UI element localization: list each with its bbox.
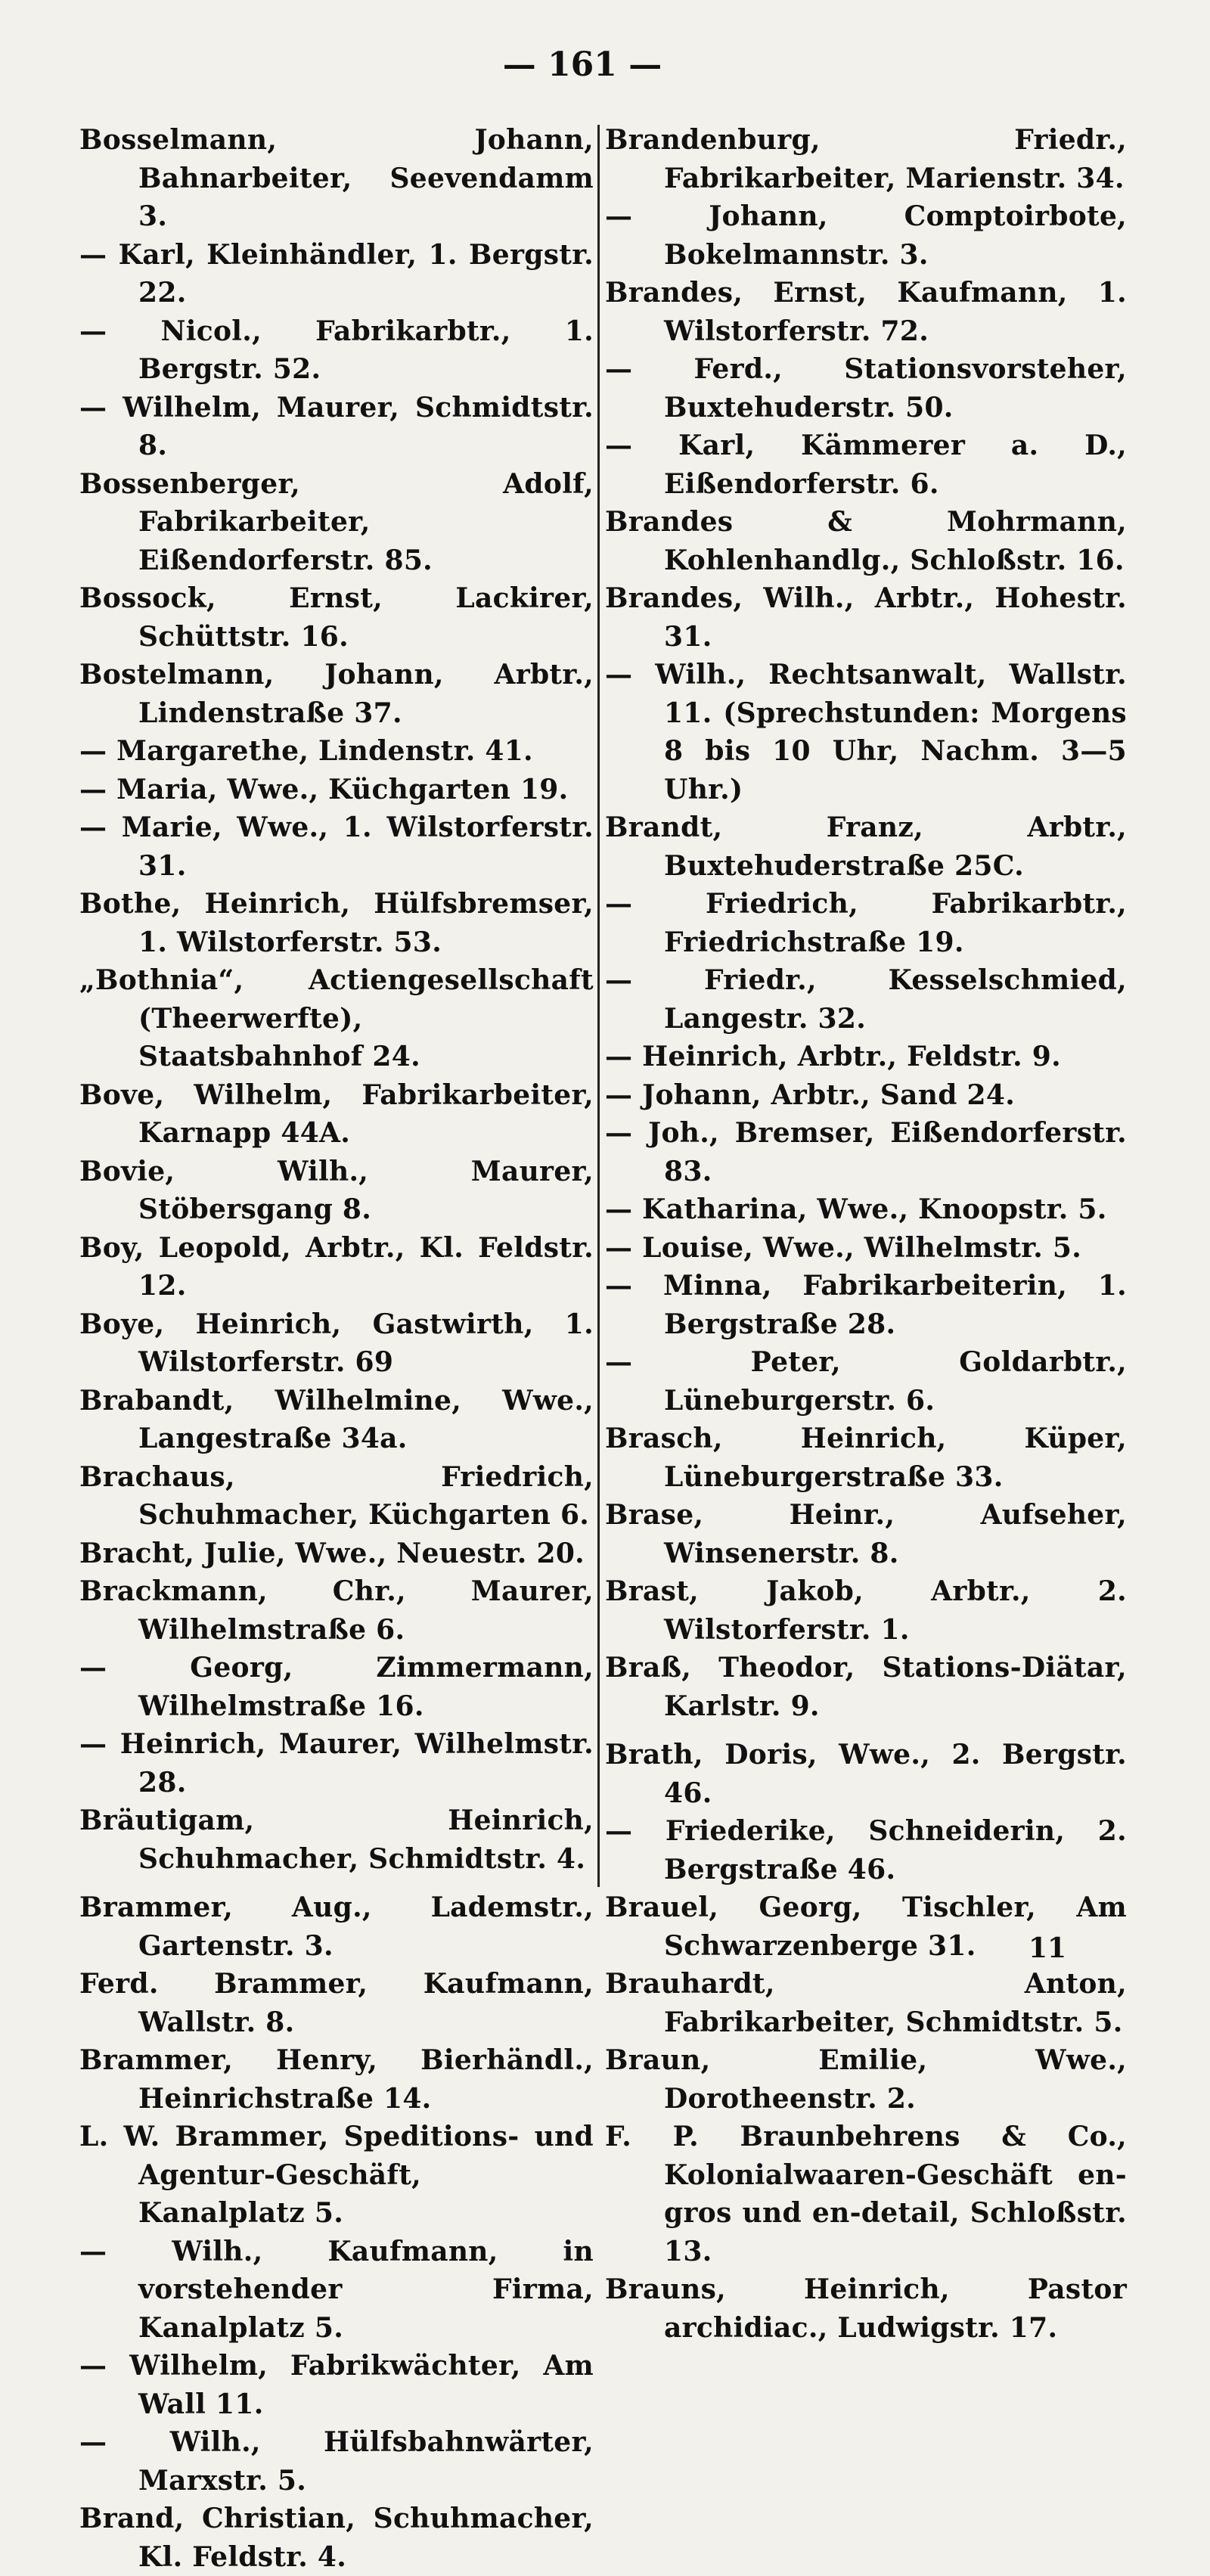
directory-entry: — Wilhelm, Fabrikwächter, Am Wall 11. (79, 2350, 594, 2420)
directory-entry: Bothe, Heinrich, Hülfsbremser, 1. Wilstorferstr. 53. (79, 888, 594, 958)
directory-entry: — Friederike, Schneiderin, 2. Bergstraße 46. (605, 1815, 1127, 1885)
directory-entry: Brandes, Wilh., Arbtr., Hohestr. 31. (605, 582, 1127, 653)
directory-entry: Ferd. Brammer, Kaufmann, Wallstr. 8. (79, 1968, 594, 2038)
directory-entry: Bossock, Ernst, Lackirer, Schüttstr. 16. (79, 582, 594, 653)
directory-entry: — Wilh., Hülfsbahnwärter, Marxstr. 5. (79, 2426, 594, 2497)
directory-entry: — Katharina, Wwe., Knoopstr. 5. (605, 1193, 1107, 1225)
directory-entry: — Ferd., Stationsvorsteher, Buxtehuderstr. 50. (605, 353, 1127, 424)
directory-entry: — Joh., Bremser, Eißendorferstr. 83. (605, 1117, 1127, 1187)
directory-entry: — Friedr., Kesselschmied, Langestr. 32. (605, 964, 1127, 1035)
directory-entry: — Louise, Wwe., Wilhelmstr. 5. (605, 1231, 1082, 1264)
directory-entry: Brachaus, Friedrich, Schuhmacher, Küchgarten 6. (79, 1460, 594, 1531)
directory-entry: Bove, Wilhelm, Fabrikarbeiter, Karnapp 44A. (79, 1079, 594, 1149)
directory-entry: Brammer, Aug., Lademstr., Gartenstr. 3. (79, 1892, 594, 1962)
directory-entry: — Marie, Wwe., 1. Wilstorferstr. 31. (79, 812, 594, 882)
directory-entry: — Friedrich, Fabrikarbtr., Friedrichstraße 19. (605, 888, 1127, 958)
directory-entry: Boy, Leopold, Arbtr., Kl. Feldstr. 12. (79, 1231, 594, 1302)
directory-entry: Boye, Heinrich, Gastwirth, 1. Wilstorferstr. 69 (79, 1308, 594, 1378)
directory-entry: Brandt, Franz, Arbtr., Buxtehuderstraße 25C. (605, 812, 1127, 882)
directory-entry: Bovie, Wilh., Maurer, Stöbersgang 8. (79, 1155, 594, 1225)
directory-entry: Brackmann, Chr., Maurer, Wilhelmstraße 6. (79, 1575, 594, 1646)
directory-entry: — Wilh., Kaufmann, in vorstehender Firma, Kanalplatz 5. (79, 2235, 594, 2344)
directory-entry: — Heinrich, Arbtr., Feldstr. 9. (605, 1041, 1061, 1072)
directory-entry: — Wilhelm, Maurer, Schmidtstr. 8. (79, 391, 594, 461)
directory-entry: F. P. Braunbehrens & Co., Kolonialwaaren-Geschäft en-gros und en-detail, Schloßstr. 13. (605, 2121, 1127, 2267)
directory-entry: — Johann, Arbtr., Sand 24. (605, 1079, 1016, 1111)
directory-entry: — Johann, Comptoirbote, Bokelmannstr. 3. (605, 200, 1127, 271)
left-column (79, 121, 594, 2576)
directory-entry: Brandenburg, Friedr., Fabrikarbeiter, Marienstr. 34. (605, 124, 1127, 194)
directory-entry: Brandes & Mohrmann, Kohlenhandlg., Schloßstr. 16. (605, 506, 1127, 576)
directory-entry: — Wilh., Rechtsanwalt, Wallstr. 11. (Sprechstunden: Morgens 8 bis 10 Uhr, Nachm. 3—5 Uhr.) (605, 659, 1127, 805)
directory-entry: Bosselmann, Johann, Bahnarbeiter, Seevendamm 3. (79, 124, 594, 232)
directory-entry: — Georg, Zimmermann, Wilhelmstraße 16. (79, 1652, 594, 1722)
directory-entry: Brammer, Henry, Bierhändl., Heinrichstraße 14. (79, 2044, 594, 2115)
directory-entry: — Maria, Wwe., Küchgarten 19. (79, 773, 569, 805)
directory-entry: Braun, Emilie, Wwe., Dorotheenstr. 2. (605, 2044, 1127, 2115)
directory-entry: Brauhardt, Anton, Fabrikarbeiter, Schmidtstr. 5. (605, 1968, 1127, 2038)
directory-entry: „Bothnia“, Actiengesellschaft (Theerwerfte), Staatsbahnhof 24. (79, 964, 594, 1072)
directory-entry: Brath, Doris, Wwe., 2. Bergstr. 46. (605, 1739, 1127, 1809)
directory-entry: Brauns, Heinrich, Pastor archidiac., Ludwigstr. 17. (605, 2273, 1127, 2344)
directory-entry: Bracht, Julie, Wwe., Neuestr. 20. (79, 1537, 585, 1569)
directory-entry: — Margarethe, Lindenstr. 41. (79, 735, 533, 767)
directory-entry: — Peter, Goldarbtr., Lüneburgerstr. 6. (605, 1346, 1127, 1417)
directory-entry: Brauel, Georg, Tischler, Am Schwarzenberge 31. (605, 1892, 1127, 1962)
directory-entry: Bostelmann, Johann, Arbtr., Lindenstraße 37. (79, 659, 594, 729)
directory-entry: Brand, Christian, Schuhmacher, Kl. Feldstr. 4. (79, 2503, 594, 2573)
printer-signature: 11 (1028, 1932, 1067, 1964)
directory-entry: Bossenberger, Adolf, Fabrikarbeiter, Eißendorferstr. 85. (79, 467, 594, 576)
directory-entry: Brase, Heinr., Aufseher, Winsenerstr. 8. (605, 1499, 1127, 1569)
directory-entry: Brabandt, Wilhelmine, Wwe., Langestraße 34a. (79, 1384, 594, 1454)
directory-entry: — Minna, Fabrikarbeiterin, 1. Bergstraße 28. (605, 1270, 1127, 1340)
column-divider (597, 125, 600, 1887)
directory-entry: — Nicol., Fabrikarbtr., 1. Bergstr. 52. (79, 315, 594, 385)
directory-entry: Brast, Jakob, Arbtr., 2. Wilstorferstr. 1. (605, 1575, 1127, 1646)
directory-entry: — Heinrich, Maurer, Wilhelmstr. 28. (79, 1728, 594, 1799)
right-column (605, 121, 1127, 2347)
directory-entry: Braß, Theodor, Stations-Diätar, Karlstr. 9. (605, 1652, 1127, 1722)
page-number: — 161 — (502, 45, 662, 84)
directory-entry: — Karl, Kleinhändler, 1. Bergstr. 22. (79, 238, 594, 309)
directory-entry: Bräutigam, Heinrich, Schuhmacher, Schmidtstr. 4. (79, 1805, 594, 1875)
directory-entry: L. W. Brammer, Speditions- und Agentur-Geschäft, Kanalplatz 5. (79, 2121, 594, 2229)
directory-entry: — Karl, Kämmerer a. D., Eißendorferstr. 6. (605, 430, 1127, 500)
directory-entry: Brasch, Heinrich, Küper, Lüneburgerstraße 33. (605, 1423, 1127, 1493)
directory-entry: Brandes, Ernst, Kaufmann, 1. Wilstorferstr. 72. (605, 277, 1127, 347)
